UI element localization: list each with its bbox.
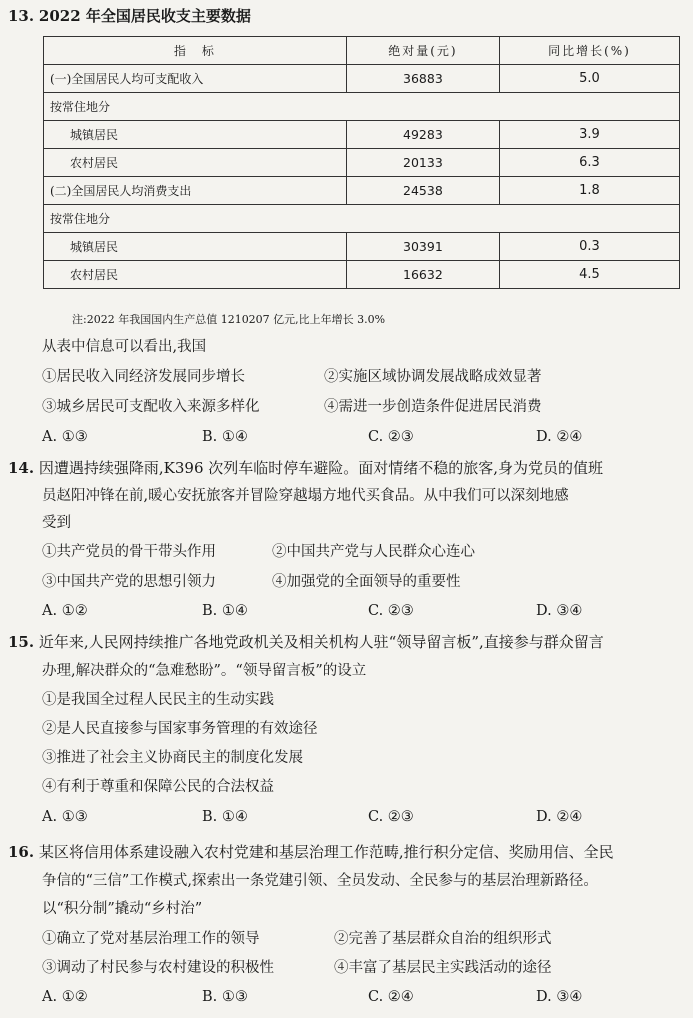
table-cell-absolute: 20133 bbox=[346, 149, 499, 177]
table-cell-group-label: 按常住地分 bbox=[44, 93, 680, 121]
table-row bbox=[44, 121, 680, 149]
table-header-row bbox=[44, 37, 680, 65]
q16-line-1 bbox=[8, 842, 614, 862]
q14-line-1 bbox=[8, 458, 603, 478]
q13-statement-2: ②实施区域协调发展战略成效显著 bbox=[324, 369, 542, 385]
q13-number: 13. bbox=[8, 7, 35, 25]
table-cell-growth: 6.3 bbox=[499, 149, 679, 177]
table-cell-indicator: 农村居民 bbox=[44, 149, 347, 177]
q14-option-d: D. ③④ bbox=[536, 603, 583, 619]
q14-option-a: A. ①② bbox=[42, 603, 88, 619]
q13-option-b: B. ①④ bbox=[202, 429, 248, 445]
table-cell-indicator: 城镇居民 bbox=[44, 233, 347, 261]
q16-statement-2: ②完善了基层群众自治的组织形式 bbox=[334, 931, 552, 947]
q13-statement-3: ③城乡居民可支配收入来源多样化 bbox=[42, 399, 260, 415]
table-note: 注:2022 年我国国内生产总值 1210207 亿元,比上年增长 3.0% bbox=[72, 313, 386, 326]
table-cell-absolute: 30391 bbox=[346, 233, 499, 261]
q15-statement-2: ②是人民直接参与国家事务管理的有效途径 bbox=[42, 721, 318, 737]
header-indicator: 指 标 bbox=[44, 37, 347, 65]
q15-option-a: A. ①③ bbox=[42, 809, 88, 825]
table-cell-absolute: 24538 bbox=[346, 177, 499, 205]
q13-option-c: C. ②③ bbox=[368, 429, 414, 445]
q13-stem: 从表中信息可以看出,我国 bbox=[42, 339, 207, 355]
q16-text-1: 某区将信用体系建设融入农村党建和基层治理工作范畴,推行积分定信、奖励用信、全民 bbox=[38, 843, 614, 861]
table-row bbox=[44, 93, 680, 121]
q14-number: 14. bbox=[8, 459, 35, 477]
q16-number: 16. bbox=[8, 843, 35, 861]
q14-option-c: C. ②③ bbox=[368, 603, 414, 619]
q15-text-2: 办理,解决群众的“急难愁盼”。“领导留言板”的设立 bbox=[42, 663, 367, 679]
table-cell-growth: 0.3 bbox=[499, 233, 679, 261]
table-cell-indicator: 城镇居民 bbox=[44, 121, 347, 149]
q14-statement-4: ④加强党的全面领导的重要性 bbox=[272, 574, 461, 590]
table-row bbox=[44, 177, 680, 205]
table-cell-growth: 1.8 bbox=[499, 177, 679, 205]
table-row bbox=[44, 65, 680, 93]
table-cell-indicator: 农村居民 bbox=[44, 261, 347, 289]
table-cell-growth: 5.0 bbox=[499, 65, 679, 93]
q14-text-1: 因遭遇持续强降雨,K396 次列车临时停车避险。面对情绪不稳的旅客,身为党员的值班 bbox=[38, 459, 604, 477]
q13-statement-4: ④需进一步创造条件促进居民消费 bbox=[324, 399, 542, 415]
header-absolute: 绝对量(元) bbox=[346, 37, 499, 65]
q14-statement-2: ②中国共产党与人民群众心连心 bbox=[272, 544, 475, 560]
q16-option-d: D. ③④ bbox=[536, 989, 583, 1005]
table-row bbox=[44, 149, 680, 177]
q13-option-d: D. ②④ bbox=[536, 429, 583, 445]
table-row bbox=[44, 205, 680, 233]
q16-option-c: C. ②④ bbox=[368, 989, 414, 1005]
table-cell-indicator: (一)全国居民人均可支配收入 bbox=[44, 65, 347, 93]
q16-text-2: 争信的“三信”工作模式,探索出一条党建引领、全员发动、全民参与的基层治理新路径。 bbox=[42, 873, 598, 889]
q16-statement-1: ①确立了党对基层治理工作的领导 bbox=[42, 931, 260, 947]
table-cell-absolute: 16632 bbox=[346, 261, 499, 289]
q15-number: 15. bbox=[8, 633, 35, 651]
q14-option-b: B. ①④ bbox=[202, 603, 248, 619]
table-cell-group-label: 按常住地分 bbox=[44, 205, 680, 233]
table-row bbox=[44, 233, 680, 261]
table-row bbox=[44, 261, 680, 289]
q13-title: 2022 年全国居民收支主要数据 bbox=[38, 7, 251, 25]
q15-statement-3: ③推进了社会主义协商民主的制度化发展 bbox=[42, 750, 303, 766]
table-cell-growth: 4.5 bbox=[499, 261, 679, 289]
table-cell-absolute: 36883 bbox=[346, 65, 499, 93]
q13-option-a: A. ①③ bbox=[42, 429, 88, 445]
q16-text-3: 以“积分制”撬动“乡村治” bbox=[42, 901, 203, 917]
q15-statement-1: ①是我国全过程人民民主的生动实践 bbox=[42, 692, 274, 708]
q16-option-a: A. ①② bbox=[42, 989, 88, 1005]
table-cell-indicator: (二)全国居民人均消费支出 bbox=[44, 177, 347, 205]
q15-option-c: C. ②③ bbox=[368, 809, 414, 825]
table-cell-absolute: 49283 bbox=[346, 121, 499, 149]
q14-statement-1: ①共产党员的骨干带头作用 bbox=[42, 544, 216, 560]
q16-statement-4: ④丰富了基层民主实践活动的途径 bbox=[334, 960, 552, 976]
q13-heading bbox=[8, 6, 251, 26]
q16-statement-3: ③调动了村民参与农村建设的积极性 bbox=[42, 960, 274, 976]
income-expenditure-table bbox=[43, 36, 680, 289]
q15-text-1: 近年来,人民网持续推广各地党政机关及相关机构人驻“领导留言板”,直接参与群众留言 bbox=[38, 633, 604, 651]
q15-option-b: B. ①④ bbox=[202, 809, 248, 825]
q15-statement-4: ④有利于尊重和保障公民的合法权益 bbox=[42, 779, 274, 795]
q15-option-d: D. ②④ bbox=[536, 809, 583, 825]
q14-statement-3: ③中国共产党的思想引领力 bbox=[42, 574, 216, 590]
q15-line-1 bbox=[8, 632, 604, 652]
table-body bbox=[44, 65, 680, 289]
q16-option-b: B. ①③ bbox=[202, 989, 248, 1005]
q14-text-3: 受到 bbox=[42, 515, 71, 531]
q14-text-2: 员赵阳冲锋在前,暖心安抚旅客并冒险穿越塌方地代买食品。从中我们可以深刻地感 bbox=[42, 488, 569, 504]
header-growth: 同比增长(%) bbox=[499, 37, 679, 65]
table-cell-growth: 3.9 bbox=[499, 121, 679, 149]
q13-statement-1: ①居民收入同经济发展同步增长 bbox=[42, 369, 245, 385]
